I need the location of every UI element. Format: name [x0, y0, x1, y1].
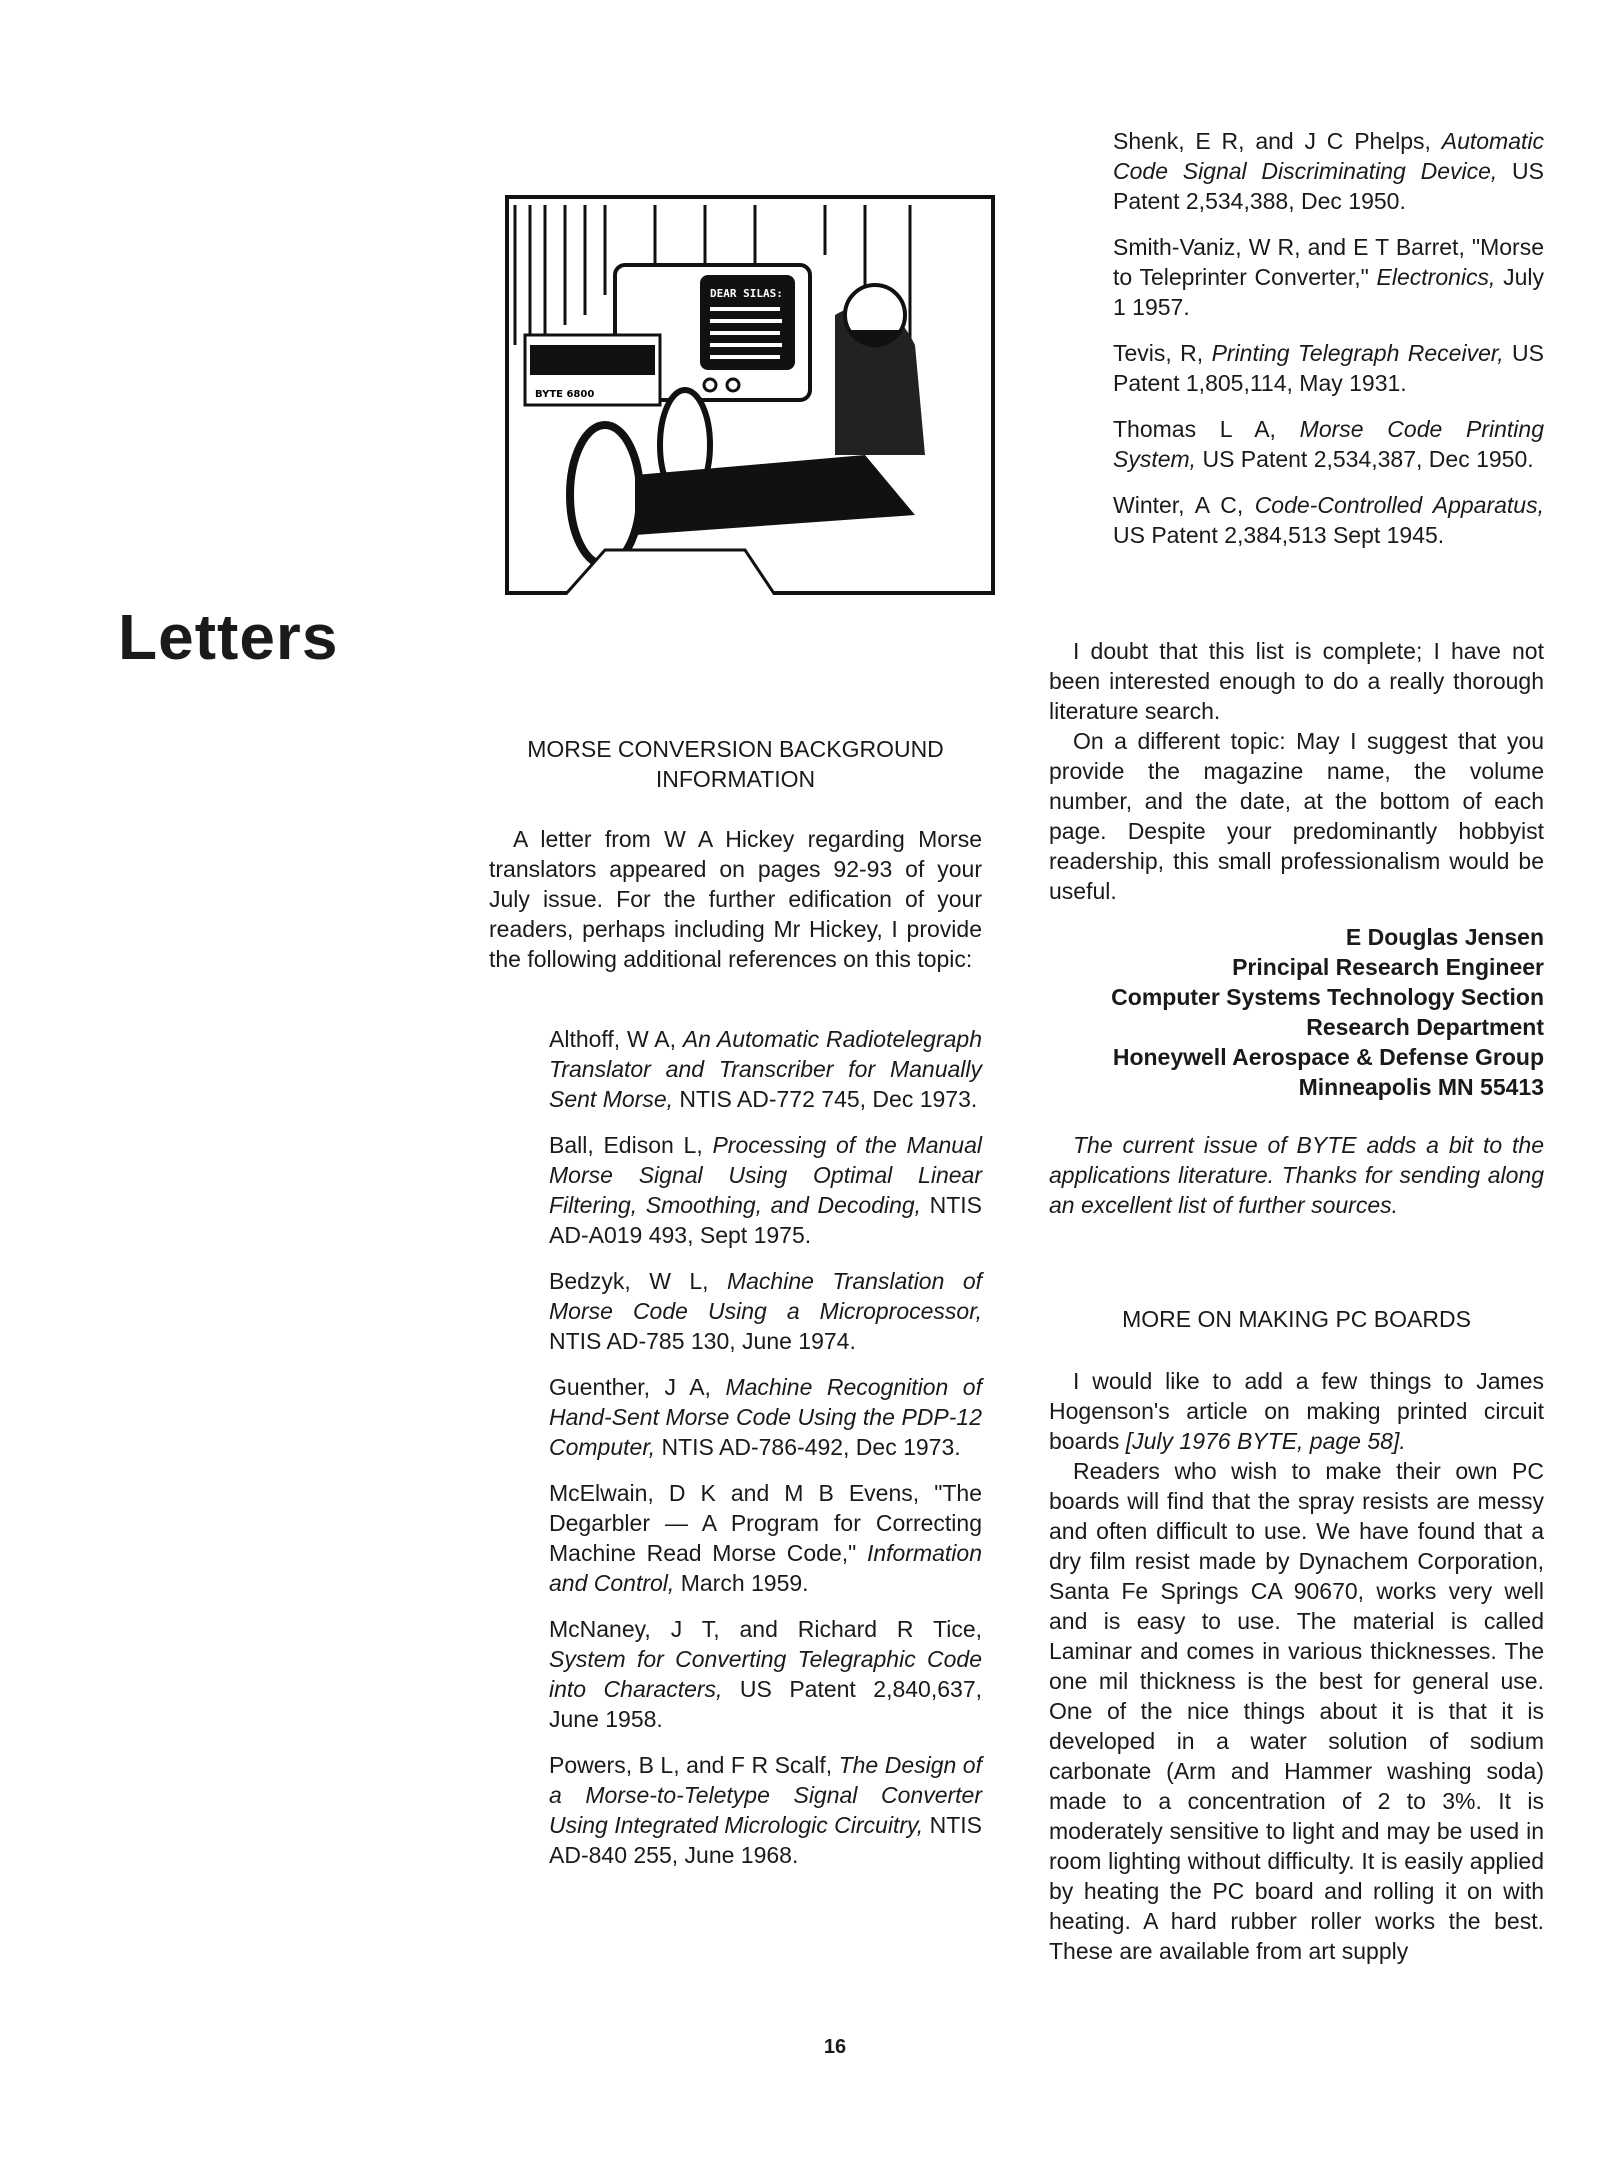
- ref-source: NTIS AD-786-492, Dec 1973.: [655, 1434, 961, 1460]
- article-reference: [July 1976 BYTE, page 58].: [1125, 1428, 1406, 1454]
- reference-item: [1113, 414, 1544, 474]
- page-number: 16: [823, 2036, 847, 2058]
- ref-title: The Design of a Morse-to-Teletype Signal Converter Using Integrated Micrologic Circuitry,: [549, 1752, 982, 1838]
- ref-title: System for Converting Telegraphic Code into Characters,: [549, 1646, 982, 1702]
- letter-heading-pc-boards: MORE ON MAKING PC BOARDS: [1122, 1306, 1471, 1332]
- signature-name: E Douglas Jensen: [1345, 924, 1544, 950]
- reference-item: [1113, 338, 1544, 398]
- ref-author: Bedzyk, W L,: [549, 1268, 727, 1294]
- ref-title: Machine Recognition of Hand-Sent Morse Code Using the PDP-12 Computer,: [549, 1374, 982, 1460]
- ref-title: Printing Telegraph Receiver,: [1211, 340, 1504, 366]
- paragraph-text: I would like to add a few things to James Hogenson's article on making printed circuit boards: [1049, 1368, 1544, 1454]
- ref-source: July 1 1957.: [1113, 264, 1545, 320]
- ref-title: Information and Control,: [549, 1540, 982, 1596]
- ref-source: US Patent 2,534,388, Dec 1950.: [1113, 158, 1544, 214]
- paragraph: On a different topic: May I suggest that you provide the magazine name, the volume number, and the date, at the bottom of each page. Despite your predominantly hobbyist readership, this small professionalism would be useful.: [1049, 728, 1544, 904]
- section-title: Letters: [118, 601, 339, 673]
- ref-author: Tevis, R,: [1113, 340, 1212, 366]
- reference-list-left: [549, 1024, 982, 1886]
- ref-source: US Patent 2,840,637, June 1958.: [549, 1676, 982, 1732]
- screen-text: DEAR SILAS:: [710, 287, 783, 300]
- ref-source: March 1959.: [674, 1570, 809, 1596]
- ref-author: Guenther, J A,: [549, 1374, 726, 1400]
- cartoon-illustration: [505, 195, 995, 595]
- paragraph: I doubt that this list is complete; I have not been interested enough to do a really thorough literature search.: [1049, 638, 1544, 724]
- ref-author: McNaney, J T, and Richard R Tice,: [549, 1616, 982, 1642]
- ref-author: Smith-Vaniz, W R, and E T Barret, "Morse to Teleprinter Converter,": [1113, 234, 1544, 290]
- ref-title: Code-Controlled Apparatus,: [1254, 492, 1544, 518]
- reference-item: [549, 1372, 982, 1462]
- ref-title: Automatic Code Signal Discriminating Device,: [1113, 128, 1544, 184]
- ref-source: NTIS AD-772 745, Dec 1973.: [673, 1086, 978, 1112]
- ref-author: McElwain, D K and M B Evens, "The Degarbler — A Program for Correcting Machine Read Morse Code,": [549, 1480, 982, 1566]
- ref-author: Winter, A C,: [1113, 492, 1255, 518]
- reference-item: [549, 1478, 982, 1598]
- reference-item: [549, 1750, 982, 1870]
- reference-item: [1113, 126, 1544, 216]
- reference-item: [549, 1130, 982, 1250]
- ref-author: Powers, B L, and F R Scalf,: [549, 1752, 839, 1778]
- signature-department: Research Department: [1306, 1014, 1544, 1040]
- letter-heading-morse: MORSE CONVERSION BACKGROUND INFORMATION: [527, 736, 944, 792]
- signature-section: Computer Systems Technology Section: [1111, 984, 1544, 1010]
- ref-author: Ball, Edison L,: [549, 1132, 713, 1158]
- ref-source: NTIS AD-840 255, June 1968.: [549, 1812, 982, 1868]
- device-label: BYTE 6800: [535, 389, 595, 400]
- paragraph: [1049, 1366, 1544, 1456]
- ref-title: An Automatic Radiotelegraph Translator and Transcriber for Manually Sent Morse,: [549, 1026, 982, 1112]
- reference-list-right: [1113, 126, 1544, 566]
- ref-author: Shenk, E R, and J C Phelps,: [1113, 128, 1442, 154]
- ref-author: Thomas L A,: [1113, 416, 1300, 442]
- ref-source: NTIS AD-785 130, June 1974.: [549, 1328, 856, 1354]
- reference-item: [1113, 232, 1544, 322]
- signature-title: Principal Research Engineer: [1232, 954, 1544, 980]
- ref-source: US Patent 2,534,387, Dec 1950.: [1196, 446, 1534, 472]
- ref-author: Althoff, W A,: [549, 1026, 683, 1052]
- ref-source: US Patent 2,384,513 Sept 1945.: [1113, 522, 1445, 548]
- reference-item: [1113, 490, 1544, 550]
- reference-item: [549, 1024, 982, 1114]
- paragraph: Readers who wish to make their own PC boards will find that the spray resists are messy and often difficult to use. We have found that a dry film resist made by Dynachem Corporation, Santa Fe Springs CA 90670, works very well and is easy to use. The material is called Laminar and comes in various thicknesses. The one mil thickness is the best for general use. One of the nice things about it is that it is developed in a water solution of sodium carbonate (Arm and Hammer washing soda) made to a concentration of 2 to 3%. It is moderately sensitive to light and may be used in room lighting without difficulty. It is easily applied by heating the PC board and rolling it on with heating. A hard rubber roller works the best. These are available from art supply: [1049, 1458, 1544, 1964]
- ref-title: Processing of the Manual Morse Signal Using Optimal Linear Filtering, Smoothing, and Decoding,: [549, 1132, 982, 1218]
- ref-source: US Patent 1,805,114, May 1931.: [1113, 340, 1544, 396]
- ref-source: NTIS AD-A019 493, Sept 1975.: [549, 1192, 982, 1248]
- ref-title: Electronics,: [1376, 264, 1496, 290]
- letter-closing: [1049, 636, 1544, 906]
- ref-title: Machine Translation of Morse Code Using a Microprocessor,: [549, 1268, 982, 1324]
- editor-reply: The current issue of BYTE adds a bit to the applications literature. Thanks for sending along an excellent list of further sources.: [1049, 1132, 1544, 1218]
- letter-intro: A letter from W A Hickey regarding Morse translators appeared on pages 92-93 of your July issue. For the further edification of your readers, perhaps including Mr Hickey, I provide the following additional references on this topic:: [489, 826, 982, 972]
- signature-company: Honeywell Aerospace & Defense Group: [1112, 1044, 1544, 1070]
- signature-location: Minneapolis MN 55413: [1298, 1074, 1544, 1100]
- signature-block: [1049, 922, 1544, 1102]
- ref-title: Morse Code Printing System,: [1113, 416, 1544, 472]
- reference-item: [549, 1266, 982, 1356]
- letter-body-pc-boards: [1049, 1366, 1544, 1966]
- reference-item: [549, 1614, 982, 1734]
